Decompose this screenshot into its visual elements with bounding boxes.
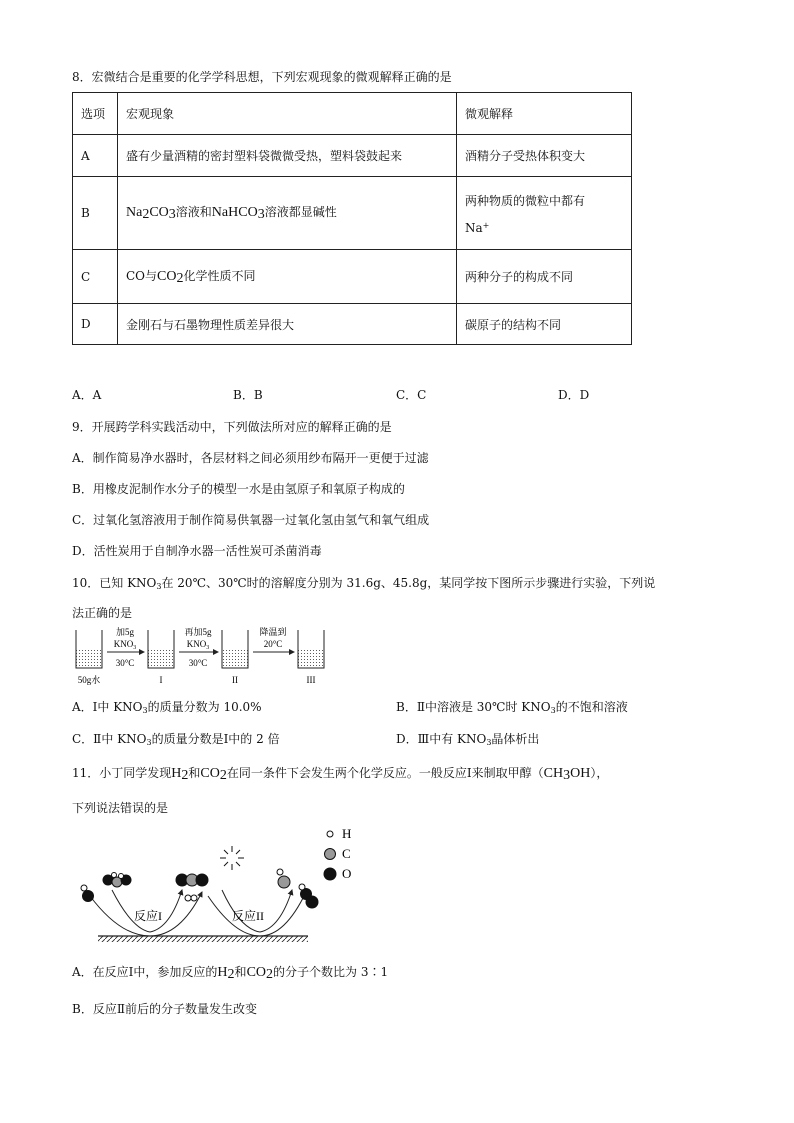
label-2: II <box>232 675 238 685</box>
table-row <box>73 250 632 304</box>
cell-option: A <box>73 135 118 177</box>
step2-bottom: 30°C <box>188 658 208 668</box>
q11-stem-line2: 下列说法错误的是 <box>72 801 169 815</box>
q11-option-a: A．在反应Ⅰ中，参加反应的H2和CO2的分子个数比为 3∶1 <box>72 965 389 982</box>
table-header-row <box>73 93 632 135</box>
cell-micro: 酒精分子受热体积变大 <box>457 135 632 177</box>
q10-option-d: D．Ⅲ中有 $KNO_3$晶体析出 <box>396 732 540 747</box>
header-micro: 微观解释 <box>457 93 632 135</box>
step3-bottom: 20°C <box>263 639 283 649</box>
cell-macro: Na2CO3溶液和NaHCO3溶液都显碱性 <box>118 177 457 250</box>
q10-option-c: C．Ⅱ中 $KNO_3$的质量分数是Ⅰ中的 2 倍 <box>72 732 280 747</box>
atom-legend <box>322 826 362 882</box>
legend-c: C <box>342 846 351 861</box>
q11-option-b: B．反应Ⅱ前后的分子数量发生改变 <box>72 1002 257 1016</box>
surface-hatch <box>98 936 308 942</box>
q8-table <box>72 92 632 345</box>
cell-macro: CO与CO2化学性质不同 <box>118 250 457 304</box>
q9-option-a: A．制作简易净水器时，各层材料之间必须用纱布隔开一更便于过滤 <box>72 451 429 465</box>
cell-macro: 盛有少量酒精的密封塑料袋微微受热，塑料袋鼓起来 <box>118 135 457 177</box>
q10-stem-line2: 法正确的是 <box>72 606 133 620</box>
molecule-h2-middle <box>185 895 197 901</box>
step2-mid: $KNO_3$ <box>186 639 210 651</box>
oxygen-atom-icon <box>324 868 337 881</box>
q10-option-a: A．Ⅰ中 $KNO_3$的质量分数为 10.0% <box>72 700 262 715</box>
q9-option-d: D．活性炭用于自制净水器一活性炭可杀菌消毒 <box>72 544 322 558</box>
legend-o: O <box>342 866 352 881</box>
label-water: 50g水 <box>77 675 101 685</box>
beaker-3 <box>298 630 324 668</box>
cell-micro: 两种分子的构成不同 <box>457 250 632 304</box>
cell-macro: 金刚石与石墨物理性质差异很大 <box>118 304 457 345</box>
step1-bottom: 30°C <box>115 658 135 668</box>
sun-icon <box>220 846 244 870</box>
beaker-2 <box>222 630 248 668</box>
curve-2d <box>260 890 292 932</box>
beaker-1 <box>148 630 174 668</box>
molecule-co-right <box>277 869 290 888</box>
q10-stem: 10．已知 $KNO_3$在 20℃、30℃时的溶解度分别为 31.6g、45.8g，某同学按下图所示步骤进行实验，下列说 <box>72 576 656 591</box>
beaker-water <box>76 630 102 668</box>
cell-option: B <box>73 177 118 250</box>
q9-option-b: B．用橡皮泥制作水分子的模型一水是由氢原子和氧原子构成的 <box>72 482 405 496</box>
molecule-methanol-left <box>81 885 94 902</box>
q10-option-b: B．Ⅱ中溶液是 30℃时 $KNO_3$的不饱和溶液 <box>396 700 628 715</box>
step3-top: 降温到 <box>259 627 287 637</box>
table-row <box>73 177 632 250</box>
carbon-atom-icon <box>325 849 336 860</box>
table-row <box>73 135 632 177</box>
q9-option-c: C．过氧化氢溶液用于制作简易供氧器一过氧化氢由氢气和氧气组成 <box>72 513 430 527</box>
legend-h: H <box>342 826 352 841</box>
table-row <box>73 304 632 345</box>
cell-option: D <box>73 304 118 345</box>
label-1: I <box>159 675 163 685</box>
reaction-1-label: 反应I <box>134 909 162 923</box>
q11-stem: 11．小丁同学发现H2和CO2在同一条件下会发生两个化学反应。一般反应Ⅰ来制取甲醇（CH3OH）， <box>72 766 609 783</box>
reaction-2-label: 反应II <box>232 909 264 923</box>
q8-choice-c: C．C <box>396 388 427 402</box>
header-option: 选项 <box>73 93 118 135</box>
step2-top: 再加5g <box>184 627 212 637</box>
cell-option: C <box>73 250 118 304</box>
molecule-water-right <box>299 884 319 909</box>
step1-mid: $KNO_3$ <box>113 639 137 651</box>
molecule-co2-middle <box>176 874 209 887</box>
molecule-co2-left <box>103 873 132 888</box>
q8-stem: 8．宏微结合是重要的化学学科思想，下列宏观现象的微观解释正确的是 <box>72 70 452 84</box>
hydrogen-atom-icon <box>327 831 333 837</box>
header-macro: 宏观现象 <box>118 93 457 135</box>
cell-micro: 碳原子的结构不同 <box>457 304 632 345</box>
q9-stem: 9．开展跨学科实践活动中，下列做法所对应的解释正确的是 <box>72 420 392 434</box>
beaker-diagram <box>72 622 332 688</box>
cell-micro: 两种物质的微粒中都有 Na+ <box>457 177 632 250</box>
q8-choice-d: D．D <box>558 388 590 402</box>
q8-choice-a: A．A <box>72 388 102 402</box>
label-3: III <box>306 675 316 685</box>
q8-choice-b: B．B <box>233 388 263 402</box>
step1-top: 加5g <box>115 627 135 637</box>
